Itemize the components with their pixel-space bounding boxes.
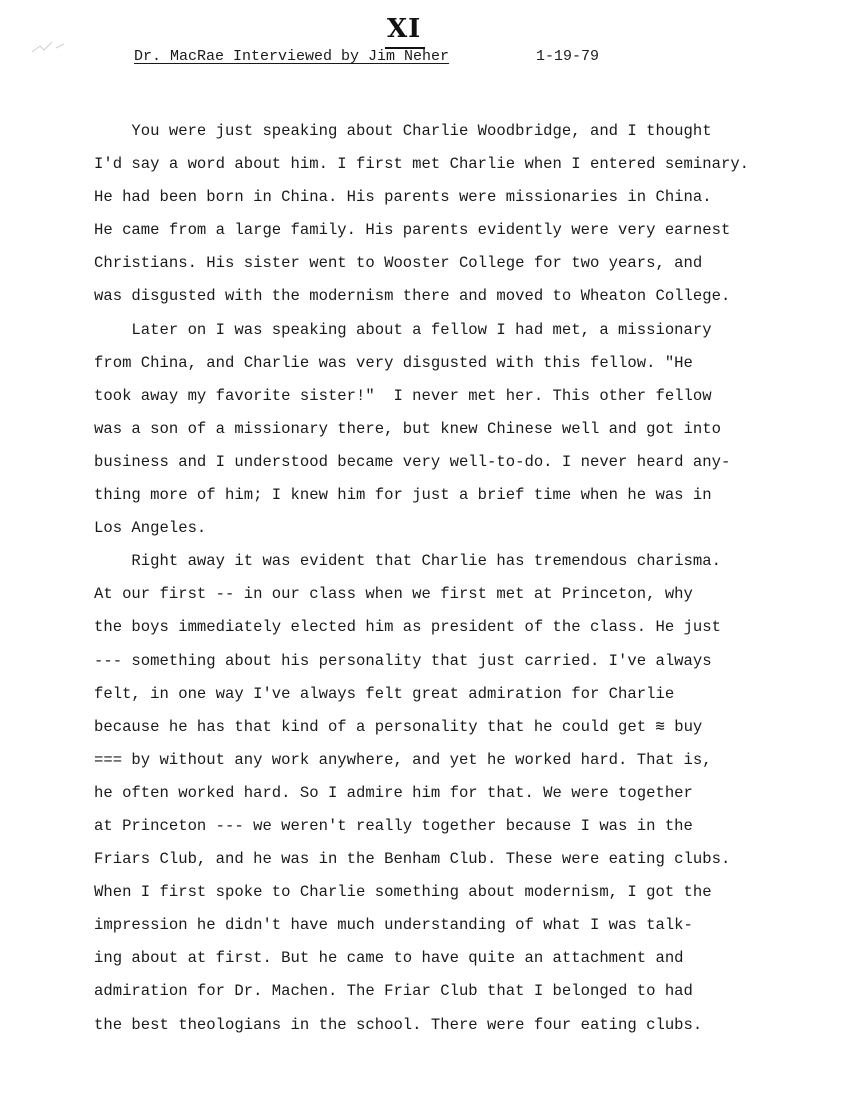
document-title: Dr. MacRae Interviewed by Jim Neher — [134, 48, 450, 65]
text-line: the boys immediately elected him as president of the class. He just — [94, 618, 721, 637]
text-line: Friars Club, and he was in the Benham Club. These were eating clubs. — [94, 850, 731, 869]
text-line: the best theologians in the school. There were four eating clubs. — [94, 1015, 703, 1034]
document-date: 1-19-79 — [536, 48, 600, 65]
text-line: === by without any work anywhere, and yet he worked hard. That is, — [94, 750, 712, 769]
text-line: At our first -- in our class when we first met at Princeton, why — [94, 585, 693, 604]
text-line: He had been born in China. His parents were missionaries in China. — [94, 188, 712, 207]
text-line: felt, in one way I've always felt great admiration for Charlie — [94, 684, 675, 703]
document-body — [94, 115, 834, 1042]
text-line: at Princeton --- we weren't really together because I was in the — [94, 816, 693, 835]
text-line: Los Angeles. — [94, 519, 207, 538]
text-line: I'd say a word about him. I first met Charlie when I entered seminary. — [94, 155, 750, 174]
document-header — [134, 48, 600, 65]
text-line: was disgusted with the modernism there and moved to Wheaton College. — [94, 287, 731, 306]
scan-mark — [30, 38, 70, 58]
text-line: he often worked hard. So I admire him for that. We were together — [94, 783, 693, 802]
text-line: business and I understood became very well-to-do. I never heard any- — [94, 452, 731, 471]
text-line: Christians. His sister went to Wooster College for two years, and — [94, 254, 703, 273]
text-line: was a son of a missionary there, but knew Chinese well and got into — [94, 419, 721, 438]
section-number-text: XI — [387, 14, 422, 44]
text-line: admiration for Dr. Machen. The Friar Club that I belonged to had — [94, 982, 693, 1001]
text-line: took away my favorite sister!" I never met her. This other fellow — [94, 386, 712, 405]
text-line: Later on I was speaking about a fellow I had met, a missionary — [94, 320, 712, 339]
text-line: from China, and Charlie was very disgusted with this fellow. "He — [94, 353, 693, 372]
text-line: impression he didn't have much understanding of what I was talk- — [94, 916, 693, 935]
section-number — [387, 14, 421, 44]
text-line: because he has that kind of a personality that he could get ≋ buy — [94, 717, 703, 736]
text-line: You were just speaking about Charlie Woodbridge, and I thought — [94, 122, 712, 140]
text-line: ing about at first. But he came to have quite an attachment and — [94, 949, 684, 968]
text-line: --- something about his personality that just carried. I've always — [94, 651, 712, 670]
text-line: Right away it was evident that Charlie has tremendous charisma. — [94, 552, 721, 571]
text-line: When I first spoke to Charlie something about modernism, I got the — [94, 883, 712, 902]
text-line: He came from a large family. His parents evidently were very earnest — [94, 221, 731, 240]
text-line: thing more of him; I knew him for just a brief time when he was in — [94, 486, 712, 505]
